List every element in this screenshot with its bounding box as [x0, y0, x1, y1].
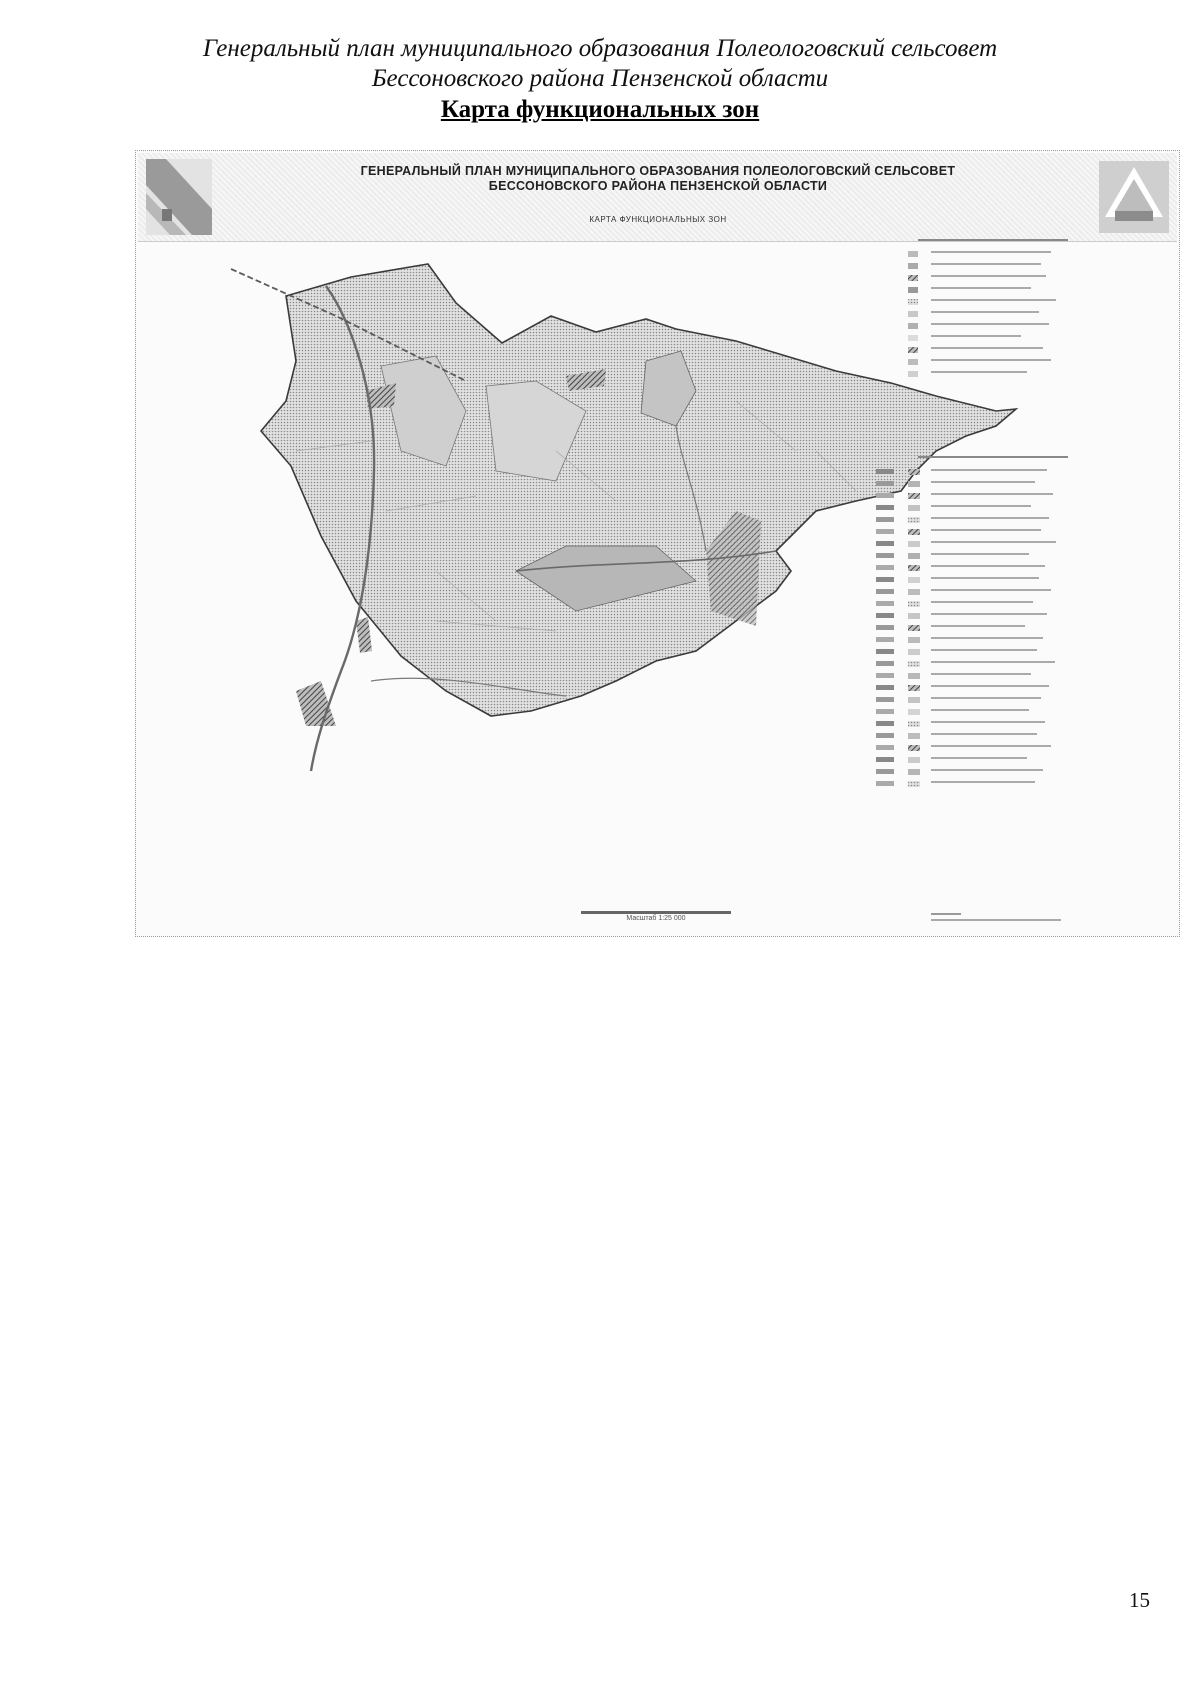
- map-scale-label: Масштаб 1:25 000: [626, 915, 686, 922]
- scale-bar: [581, 911, 731, 914]
- map-subtitle: КАРТА ФУНКЦИОНАЛЬНЫХ ЗОН: [589, 215, 727, 224]
- territory-map: [136, 151, 1179, 936]
- map-title-line-2: БЕССОНОВСКОГО РАЙОНА ПЕНЗЕНСКОЙ ОБЛАСТИ: [488, 179, 828, 193]
- map-legend: [876, 239, 1068, 921]
- map-sheet: [135, 150, 1180, 937]
- page-header: [0, 34, 1200, 126]
- header-line-2: Бессоновского района Пензенской области: [371, 65, 829, 92]
- zone-hatched-road: [356, 617, 372, 653]
- page-number: 15: [1129, 1588, 1150, 1612]
- map-title-line-1: ГЕНЕРАЛЬНЫЙ ПЛАН МУНИЦИПАЛЬНОГО ОБРАЗОВАНИЯ ПОЛЕОЛОГОВСКИЙ СЕЛЬСОВЕТ: [360, 164, 956, 178]
- section-title: Карта функциональных зон: [440, 96, 760, 123]
- header-line-1: Генеральный план муниципального образования Полеологовский сельсовет: [202, 35, 998, 62]
